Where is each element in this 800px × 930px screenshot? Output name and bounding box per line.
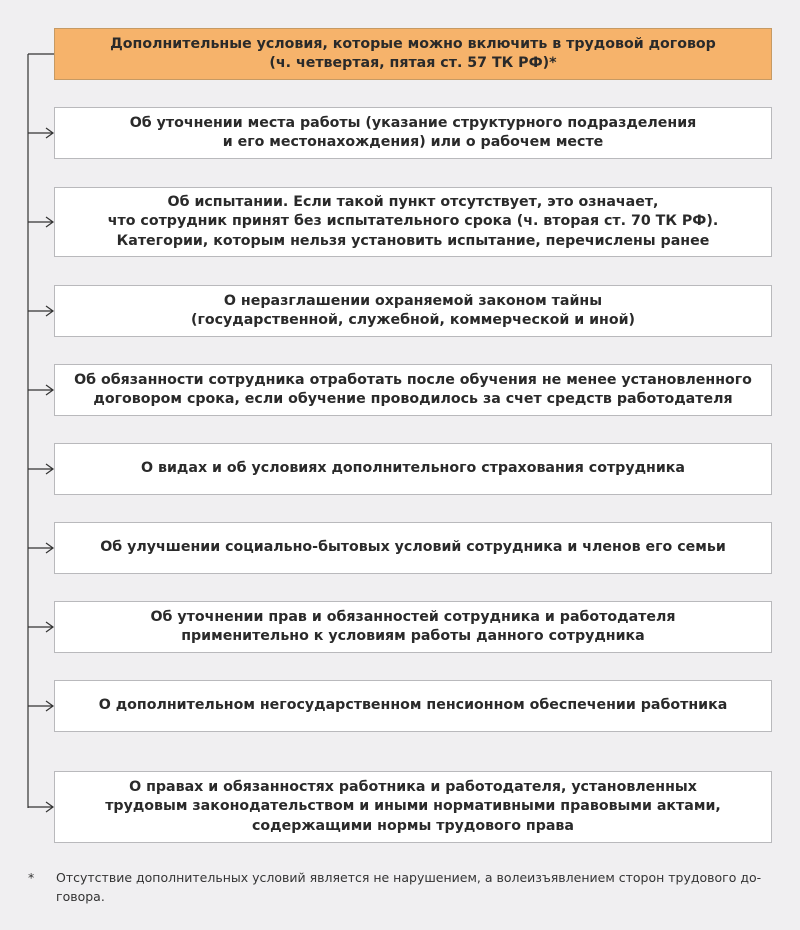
condition-box-probation: Об испытании. Если такой пункт отсутствует, это означает, что сотрудник принят без испытательного срока (ч. вторая ст. 70 ТК РФ). Категории, которым нельзя установить испытание, перечислены ранее (54, 187, 772, 257)
condition-box-rights-clarification: Об уточнении прав и обязанностей сотрудника и работодателя применительно к условиям работы данного сотрудника (54, 601, 772, 653)
condition-box-social-conditions: Об улучшении социально-бытовых условий сотрудника и членов его семьи (54, 522, 772, 574)
condition-box-pension: О дополнительном негосударственном пенсионном обеспечении работника (54, 680, 772, 732)
header-box: Дополнительные условия, которые можно включить в трудовой договор (ч. четвертая, пятая ст. 57 ТК РФ)* (54, 28, 772, 80)
footnote-marker: * (28, 870, 35, 885)
footnote (28, 868, 778, 906)
condition-box-work-place: Об уточнении места работы (указание структурного подразделения и его местонахождения) или о рабочем месте (54, 107, 772, 159)
condition-box-secrecy: О неразглашении охраняемой законом тайны (государственной, служебной, коммерческой и иной) (54, 285, 772, 337)
condition-box-labor-law-rights: О правах и обязанностях работника и работодателя, установленных трудовым законодательством и иными нормативными правовыми актами, содержащими нормы трудового права (54, 771, 772, 843)
footnote-text: Отсутствие дополнительных условий является не нарушением, а волеизъявлением сторон трудового до- говора. (56, 870, 762, 904)
condition-box-insurance: О видах и об условиях дополнительного страхования сотрудника (54, 443, 772, 495)
condition-box-training-obligation: Об обязанности сотрудника отработать после обучения не менее установленного договором срока, если обучение проводилось за счет средств работодателя (54, 364, 772, 416)
